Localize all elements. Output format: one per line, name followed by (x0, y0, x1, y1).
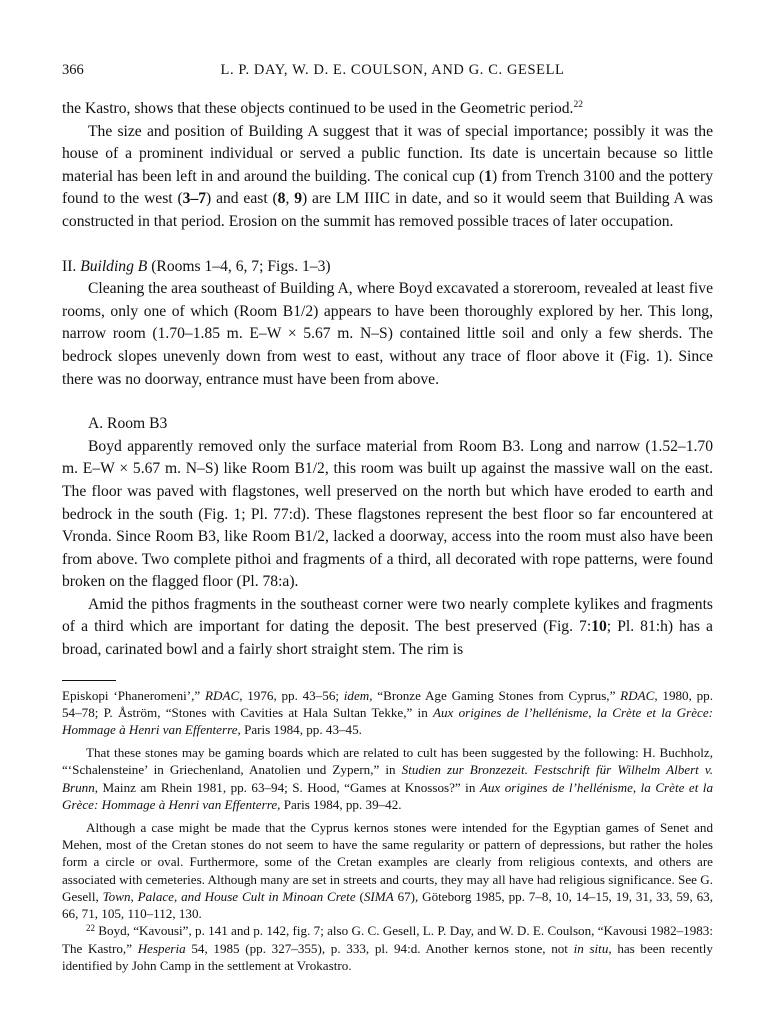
section-heading: II. Building B (Rooms 1–4, 6, 7; Figs. 1–3) (62, 257, 331, 275)
catalogue-ref: 3–7 (182, 190, 207, 208)
paragraph-3: Cleaning the area southeast of Building A, where Boyd excavated a storeroom, revealed at least five rooms, only one of which (Room B1/2) appears to have been thoroughly explored by her. This long, narrow room (1.70–1.85 m. E–W × 5.67 m. N–S) contained little soil and only a few sherds. The bedrock slopes unevenly down from west to east, without any trace of floor above it (Fig. 1). Since there was no doorway, entrance must have been from above. (62, 280, 713, 388)
paragraph-1: the Kastro, shows that these objects continued to be used in the Geometric period.$^{22}$ (62, 100, 583, 117)
catalogue-ref: 1 (484, 167, 492, 185)
section-title: Building B (80, 257, 148, 275)
footnote-paragraph: That these stones may be gaming boards which are related to cult has been suggested by the following: H. Buchholz, “‘Schalensteine’ in Griechenland, Anatolien und Zypern,” in Studien zur Bronzezeit. Festschrift für Wilhelm Albert v. Brunn, Mainz am Rhein 1981, pp. 63–94; S. Hood, “Games at Knossos?” in Aux origines de l’hellénisme, la Crète et la Grèce: Hommage à Henri van Effenterre, Paris 1984, pp. 39–42. (62, 745, 713, 812)
footnote-22: $^{22}$ Boyd, “Kavousi”, p. 141 and p. 142, fig. 7; also G. C. Gesell, L. P. Day, and W. D. E. Coulson, “Kavousi 1982–1983: The Kastro,” Hesperia 54, 1985 (pp. 327–355), p. 333, pl. 94:d. Another kernos stone, not in situ, has been recently identified by John Camp in the settlement at Vrokastro. (62, 923, 713, 973)
page-number: 366 (62, 62, 84, 78)
running-head: L. P. DAY, W. D. E. COULSON, AND G. C. GESELL (220, 62, 565, 78)
catalogue-ref: 9 (294, 190, 302, 208)
paragraph-2: The size and position of Building A suggest that it was of special importance; possibly it was the house of a prominent individual or served a public function. Its date is uncertain because so little material has been left in and around the building. The conical cup (1) from Trench 3100 and the pottery found to the west (3–7) and east (8, 9) are LM IIIC in date, and so it would seem that Building A was constructed in that period. Erosion on the summit has removed possible traces of later occupation. (62, 122, 714, 230)
footnotes (62, 687, 713, 974)
paragraph-5: Amid the pithos fragments in the southeast corner were two nearly complete kylikes and fragments of a third which are important for dating the deposit. The best preserved (Fig. 7:10; Pl. 81:h) has a broad, carinated bowl and a fairly short straight stem. The rim is (62, 595, 713, 659)
main-text (62, 98, 713, 662)
page-header (62, 62, 713, 84)
footnote-continued: Episkopi ‘Phaneromeni’,” RDAC, 1976, pp. 43–56; idem, “Bronze Age Gaming Stones from Cyprus,” RDAC, 1980, pp. 54–78; P. Åström, “Stones with Cavities at Hala Sultan Tekke,” in Aux origines de l’hellénisme, la Crète et la Grèce: Hommage à Henri van Effenterre, Paris 1984, pp. 43–45. (62, 687, 714, 738)
catalogue-ref: 10 (591, 618, 607, 636)
subsection-heading: A. Room B3 (88, 415, 168, 433)
footnote-number: 22 (86, 923, 95, 934)
paragraph-4: Boyd apparently removed only the surface material from Room B3. Long and narrow (1.52–1.70 m. E–W × 5.67 m. N–S) like Room B1/2, this room was built up against the massive wall on the east. The floor was paved with flagstones, well preserved on the north but which have eroded to earth and bedrock in the south (Fig. 1; Pl. 77:d). These flagstones represent the best floor so far encountered at Vronda. Since Room B3, like Room B1/2, lacked a doorway, access into the room must also have been from above. Two complete pithoi and fragments of a third, all decorated with rope patterns, were found broken on the flagged floor (Pl. 78:a). (62, 437, 713, 591)
catalogue-ref: 8 (277, 190, 286, 208)
footnote-paragraph: Although a case might be made that the Cyprus kernos stones were intended for the Egyptian games of Senet and Mehen, most of the Cretan stones do not seem to have the same regularity or pattern of depressions, but rather the holes form a circle or oval. Furthermore, some of the Cretan examples are clearly from religious contexts, and others are associated with cemeteries. Although many are set in streets and courts, they may all have had religious significance. See G. Gesell, Town, Palace, and House Cult in Minoan Crete (SIMA 67), Göteborg 1985, pp. 7–8, 10, 14–15, 19, 31, 33, 59, 63, 66, 71, 105, 110–112, 130. (62, 820, 713, 922)
footnote-rule (62, 680, 116, 681)
page (62, 62, 713, 974)
footnote-ref-22: 22 (573, 100, 583, 110)
